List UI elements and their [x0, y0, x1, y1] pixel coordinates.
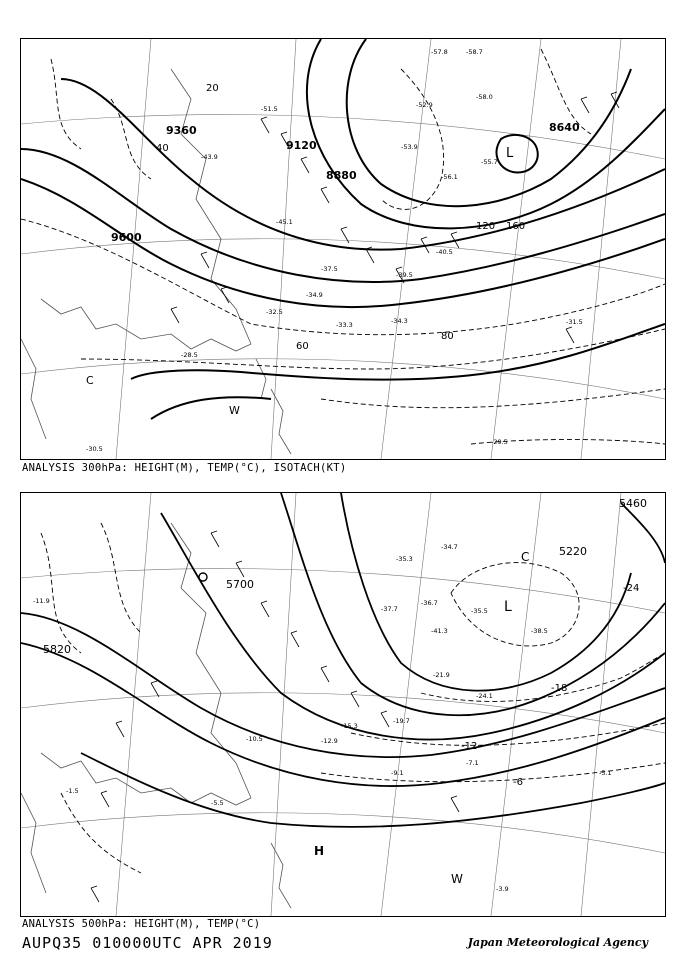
height-contours — [21, 493, 665, 827]
height-label: 9360 — [166, 124, 197, 137]
temperature-value: -37.5 — [321, 265, 338, 273]
caption-500hpa: ANALYSIS 500hPa: HEIGHT(M), TEMP(°C) — [22, 918, 261, 930]
temperature-contour-label: -24 — [623, 583, 640, 594]
temperature-value: -21.9 — [433, 671, 450, 679]
temperature-value: -9.1 — [391, 769, 404, 777]
temperature-value: -58.0 — [476, 93, 493, 101]
temperature-value: -30.5 — [86, 445, 103, 453]
temperature-value: -10.5 — [246, 735, 263, 743]
temperature-value: -36.7 — [421, 599, 438, 607]
temperature-value: -7.1 — [466, 759, 479, 767]
chart-300hpa — [20, 38, 666, 460]
temperature-value: -29.5 — [491, 438, 508, 446]
temperature-value: -56.1 — [441, 173, 458, 181]
temperature-value: -35.5 — [471, 607, 488, 615]
chart-code: AUPQ35 010000UTC APR 2019 — [22, 934, 273, 952]
isotach-label: 40 — [156, 143, 169, 154]
temperature-value: -1.5 — [66, 787, 79, 795]
cold-center: C — [86, 374, 94, 387]
temperature-contour-label: -12 — [461, 741, 478, 752]
temperature-value: -43.9 — [201, 153, 218, 161]
isotach-label: 20 — [206, 83, 219, 94]
low-pressure-center: L — [504, 599, 512, 615]
height-label: 8640 — [549, 121, 580, 134]
height-label: 5700 — [226, 578, 254, 591]
high-pressure-center: H — [314, 844, 325, 858]
temperature-value: -34.9 — [306, 291, 323, 299]
map-500hpa — [21, 493, 665, 916]
isotach-label: 120 — [476, 221, 496, 232]
temperature-value: -33.3 — [336, 321, 353, 329]
isotach-label: 60 — [296, 341, 309, 352]
temperature-value: -53.9 — [401, 143, 418, 151]
temperature-value: -58.7 — [466, 48, 483, 56]
temperature-value: -37.7 — [381, 605, 398, 613]
temperature-value: -12.9 — [321, 737, 338, 745]
isotach-label: 160 — [506, 221, 526, 232]
caption-300hpa: ANALYSIS 300hPa: HEIGHT(M), TEMP(°C), ISOTACH(KT) — [22, 462, 347, 474]
temperature-value: -55.7 — [481, 158, 498, 166]
temperature-value: -5.1 — [599, 769, 612, 777]
station-circle-icon — [199, 573, 207, 581]
temperature-value: -35.3 — [396, 555, 413, 563]
temperature-value: -52.9 — [416, 101, 433, 109]
height-contours — [21, 39, 665, 419]
height-label: 8880 — [326, 169, 357, 182]
temperature-value: -5.5 — [211, 799, 224, 807]
temperature-value: -51.5 — [261, 105, 278, 113]
temperature-value: -24.1 — [476, 692, 493, 700]
temperature-value: -19.7 — [393, 717, 410, 725]
temperature-contours — [41, 523, 665, 873]
temperature-value: -11.9 — [33, 597, 50, 605]
temperature-value: -34.7 — [441, 543, 458, 551]
cold-center: C — [521, 550, 530, 564]
temperature-contour-label: -6 — [513, 777, 523, 788]
height-label: 9600 — [111, 231, 142, 244]
wind-marker: W — [229, 404, 240, 417]
temperature-contour-label: -18 — [551, 683, 568, 694]
temperature-value: -38.5 — [531, 627, 548, 635]
graticule — [21, 39, 665, 459]
temperature-value: -57.8 — [431, 48, 448, 56]
low-pressure-center: L — [506, 146, 514, 161]
height-label: 9120 — [286, 139, 317, 152]
temperature-value: -39.5 — [396, 271, 413, 279]
temperature-value: -28.5 — [181, 351, 198, 359]
map-300hpa — [21, 39, 665, 459]
isotach-label: 80 — [441, 331, 454, 342]
chart-500hpa — [20, 492, 666, 917]
temperature-value: -15.3 — [341, 722, 358, 730]
height-label: 5460 — [619, 497, 647, 510]
height-label: 5820 — [43, 643, 71, 656]
temperature-value: -45.1 — [276, 218, 293, 226]
agency-name: Japan Meteorological Agency — [467, 936, 648, 949]
temperature-value: -34.3 — [391, 317, 408, 325]
temperature-value: -31.5 — [566, 318, 583, 326]
height-label: 5220 — [559, 545, 587, 558]
warm-center: W — [451, 872, 463, 886]
temperature-value: -40.5 — [436, 248, 453, 256]
temperature-value: -3.9 — [496, 885, 509, 893]
temperature-value: -32.5 — [266, 308, 283, 316]
temperature-value: -41.3 — [431, 627, 448, 635]
coastline — [21, 69, 291, 454]
